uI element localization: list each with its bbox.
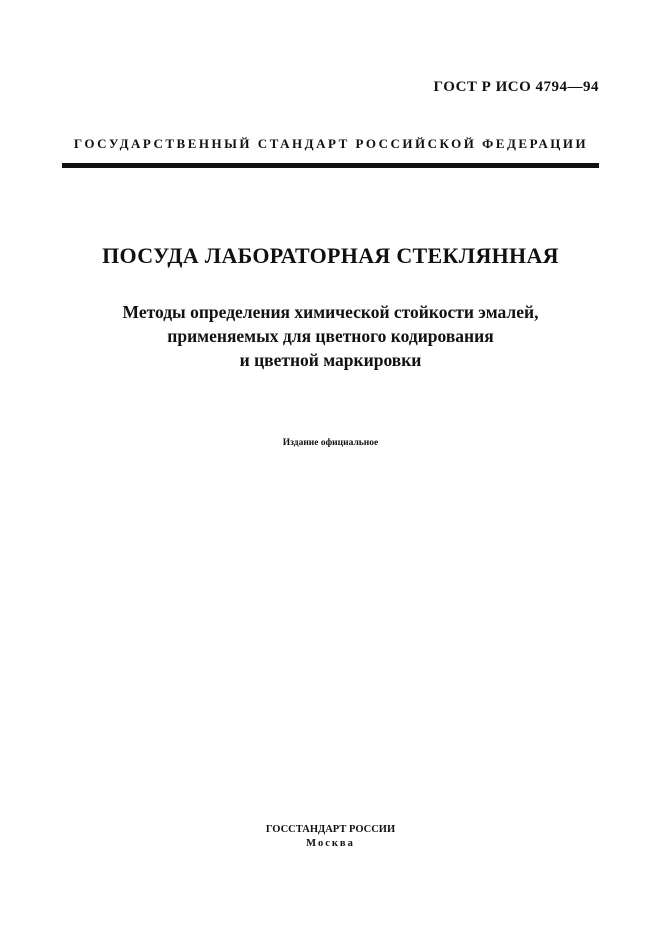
subtitle-line: Методы определения химической стойкости эмалей, <box>122 302 539 322</box>
document-title: ПОСУДА ЛАБОРАТОРНАЯ СТЕКЛЯННАЯ <box>102 243 559 268</box>
publisher-city: Москва <box>306 838 355 849</box>
publisher-name: ГОССТАНДАРТ РОССИИ <box>265 824 396 835</box>
document-number: ГОСТ Р ИСО 4794—94 <box>433 79 599 95</box>
subtitle-line: применяемых для цветного кодирования <box>167 326 494 346</box>
subtitle-line: и цветной маркировки <box>239 350 422 370</box>
header-divider <box>62 163 599 168</box>
edition-label: Издание официальное <box>282 438 379 448</box>
document-subtitle <box>40 300 621 372</box>
issuing-authority: ГОСУДАРСТВЕННЫЙ СТАНДАРТ РОССИЙСКОЙ ФЕДЕРАЦИИ <box>73 136 589 151</box>
